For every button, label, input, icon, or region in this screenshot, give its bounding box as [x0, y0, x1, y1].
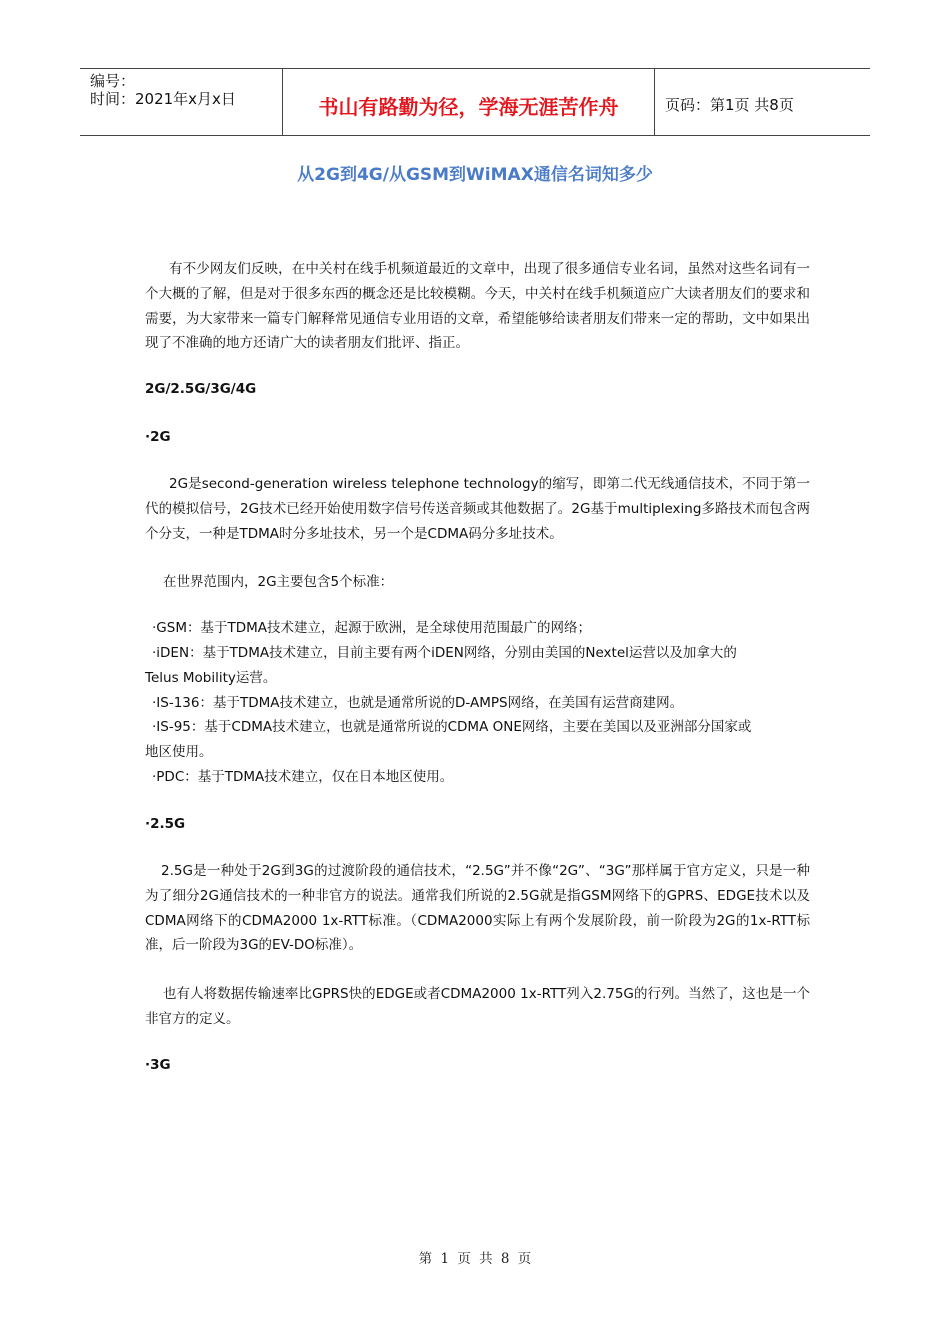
document-title: 从2G到4G/从GSM到WiMAX通信名词知多少 — [297, 165, 653, 185]
date-label: 时间：2021年x月x日 — [90, 90, 236, 108]
document-header — [80, 68, 870, 136]
list-item-gsm: ·GSM：基于TDMA技术建立，起源于欧洲，是全球使用范围最广的网络； — [152, 620, 591, 636]
heading-2-5g: ·2.5G — [145, 816, 186, 832]
paragraph-2g-standards-intro: 在世界范围内，2G主要包含5个标准： — [163, 574, 394, 590]
list-item-is95-continued: 地区使用。 — [145, 744, 213, 760]
header-motto-cell — [282, 69, 655, 135]
list-item-is136: ·IS-136：基于TDMA技术建立，也就是通常所说的D-AMPS网络，在美国有运营商建网。 — [152, 695, 684, 711]
header-page-info: 页码：第1页 共8页 — [665, 96, 794, 114]
page-footer: 第 1 页 共 8 页 — [418, 1251, 532, 1267]
heading-2g: ·2G — [145, 429, 171, 445]
header-motto: 书山有路勤为径，学海无涯苦作舟 — [318, 95, 619, 119]
list-item-pdc: ·PDC：基于TDMA技术建立，仅在日本地区使用。 — [152, 769, 454, 785]
list-item-iden-continued: Telus Mobility运营。 — [145, 670, 277, 686]
list-item-is95: ·IS-95：基于CDMA技术建立，也就是通常所说的CDMA ONE网络，主要在美国以及亚洲部分国家或 — [152, 719, 752, 735]
intro-paragraph: 有不少网友们反映，在中关村在线手机频道最近的文章中，出现了很多通信专业名词，虽然对这些名词有一个大概的了解，但是对于很多东西的概念还是比较模糊。今天，中关村在线手机频道应广大读者朋友们的要求和需要，为大家带来一篇专门解释常见通信专业用语的文章，希望能够给读者朋友们带来一定的帮助，文中如果出现了不准确的地方还请广大的读者朋友们批评、指正。 — [145, 261, 810, 352]
section-heading: 2G/2.5G/3G/4G — [145, 381, 257, 397]
paragraph-2-75g-note: 也有人将数据传输速率比GPRS快的EDGE或者CDMA2000 1x-RTT列入2.75G的行列。当然了，这也是一个非官方的定义。 — [145, 986, 810, 1027]
paragraph-2-5g-definition: 2.5G是一种处于2G到3G的过渡阶段的通信技术，“2.5G”并不像“2G”、“3G”那样属于官方定义，只是一种为了细分2G通信技术的一种非官方的说法。通常我们所说的2.5G就是指GSM网络下的GPRS、EDGE技术以及CDMA网络下的CDMA2000 1x-RTT标准。（CDMA2000实际上有两个发展阶段，前一阶段为2G的1x-RTT标准，后一阶段为3G的EV-DO标准）。 — [145, 863, 810, 954]
paragraph-2g-definition: 2G是second-generation wireless telephone technology的缩写，即第二代无线通信技术，不同于第一代的模拟信号，2G技术已经开始使用数字信号传送音频或其他数据了。2G基于multiplexing多路技术而包含两个分支，一种是TDMA时分多址技术，另一个是CDMA码分多址技术。 — [145, 476, 810, 542]
list-item-iden: ·iDEN：基于TDMA技术建立，目前主要有两个iDEN网络，分别由美国的Nextel运营以及加拿大的 — [152, 645, 737, 661]
number-label: 编号： — [90, 72, 136, 90]
header-left-cell — [80, 69, 282, 135]
heading-3g: ·3G — [145, 1057, 171, 1073]
header-page-cell — [655, 69, 870, 135]
